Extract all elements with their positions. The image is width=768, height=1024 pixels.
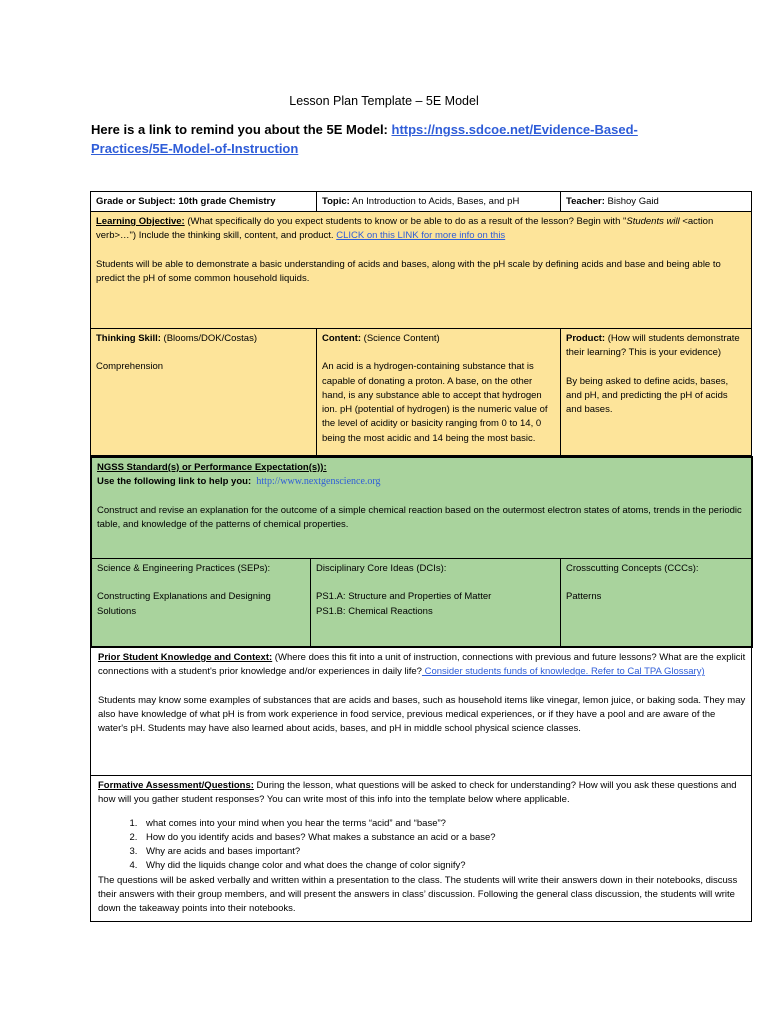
product-cell	[560, 328, 752, 456]
thinking-skill-value: Comprehension	[96, 361, 164, 373]
content-label: Content:	[322, 333, 362, 344]
lesson-plan-table	[90, 191, 752, 922]
cccs-cell	[561, 559, 751, 646]
formative-question: 3. Why are acids and bases important?	[140, 845, 746, 859]
formative-question-list	[98, 817, 746, 874]
content-cell	[316, 328, 561, 456]
formative-assessment-cell	[90, 775, 752, 922]
intro-text: Here is a link to remind you about the 5E Model:	[91, 122, 392, 137]
nextgenscience-link[interactable]: http://www.nextgenscience.org	[256, 476, 381, 488]
intro-line	[91, 120, 711, 158]
seps-label: Science & Engineering Practices (SEPs):	[97, 563, 271, 574]
formative-closing: The questions will be asked verbally and written within a presentation to the class. The students will write their answers down in their notebooks, discuss their answers with their group members, and will present the answers in class’ discussion. Following the general class discussion, the students will write down the takeaway points into their notebooks.	[98, 874, 738, 915]
seps-value: Constructing Explanations and Designing Solutions	[97, 591, 271, 617]
more-info-link[interactable]: CLICK on this LINK for more info on this	[336, 230, 506, 242]
content-value: An acid is a hydrogen-containing substance that is capable of donating a proton. A base, on the other hand, is any substance able to accept that hydrogen ion. pH (potential of hydrogen) is the numeric value of the level of acidity or basicity ranging from 0 to 14, 0 being the most acidic and 14 being the most basic.	[322, 361, 548, 444]
seps-cell	[92, 559, 311, 646]
teacher-label: Teacher:	[566, 196, 605, 207]
ngss-block	[90, 456, 753, 648]
ngss-standard-cell	[92, 458, 751, 559]
thinking-skill-label: Thinking Skill:	[96, 333, 161, 344]
thinking-skill-cell	[90, 328, 317, 456]
page-title: Lesson Plan Template – 5E Model	[289, 94, 479, 108]
prior-knowledge-heading: Prior Student Knowledge and Context:	[98, 652, 273, 663]
formative-question: 4. Why did the liquids change color and what does the change of color signify?	[140, 859, 746, 873]
ngss-heading: NGSS Standard(s) or Performance Expectation(s)):	[97, 462, 327, 473]
dcis-line2: PS1.B: Chemical Reactions	[316, 605, 433, 617]
topic-value: An Introduction to Acids, Bases, and pH	[349, 196, 520, 207]
dcis-cell	[311, 559, 561, 646]
ngss-help-label: Use the following link to help you:	[97, 476, 252, 488]
product-hint: (How will students demonstrate their learning? This is your evidence)	[566, 333, 740, 359]
learning-objective-prompt	[96, 215, 746, 244]
dcis-label: Disciplinary Core Ideas (DCIs):	[316, 563, 447, 574]
cccs-value: Patterns	[566, 591, 602, 603]
cccs-label: Crosscutting Concepts (CCCs):	[566, 563, 699, 574]
formative-question: 2. How do you identify acids and bases? What makes a substance an acid or a base?	[140, 831, 746, 845]
prior-knowledge-cell	[90, 647, 752, 776]
learning-objective-prompt-text: (What specifically do you expect students to know or be able to do as a result of the lesson? Begin with "	[184, 216, 627, 227]
formative-heading: Formative Assessment/Questions:	[98, 780, 254, 791]
learning-objective-heading: Learning Objective:	[96, 216, 185, 227]
formative-prompt: During the lesson, what questions will be asked to check for understanding? How will you ask these questions and how will you gather student responses? You can write most of this info into the template below where applicable.	[98, 780, 737, 806]
learning-objective-answer: Students will be able to demonstrate a basic understanding of acids and bases, along with the pH scale by defining acids and base and being able to predict the pH of some common household liquids.	[96, 258, 721, 284]
learning-objective-italic: Students will	[626, 216, 680, 227]
funds-of-knowledge-link[interactable]: Consider students funds of knowledge. Refer to Cal TPA Glossary)	[421, 666, 705, 678]
thinking-skill-hint: (Blooms/DOK/Costas)	[160, 333, 257, 344]
teacher-cell	[560, 191, 752, 212]
ngss-text: Construct and revise an explanation for the outcome of a simple chemical reaction based on the outermost electron states of atoms, trends in the periodic table, and knowledge of the patterns of chemical properties.	[97, 504, 742, 530]
learning-objective-prompt-text-2: <action verb>…") Include the thinking skill, content, and product.	[96, 216, 714, 242]
learning-objective-cell	[90, 211, 752, 329]
product-value: By being asked to define acids, bases, and pH, and predicting the pH of acids and bases.	[566, 375, 729, 416]
prior-knowledge-prompt: (Where does this fit into a unit of instruction, connections with previous and future lessons? What are the explicit connections with a student's prior knowledge and/or experiences in daily life?	[98, 652, 746, 678]
teacher-value: Bishoy Gaid	[604, 196, 659, 207]
product-label: Product:	[566, 333, 606, 344]
topic-cell	[316, 191, 561, 212]
topic-label: Topic:	[322, 196, 350, 207]
prior-knowledge-answer: Students may know some examples of substances that are acids and bases, such as household items like vinegar, lemon juice, or baking soda. They may also have knowledge of what pH is from work experience in food service, previous medical experiences, or if they have a pool and are aware of the water's pH. Students may have also learned about acids, bases, and pH in middle school physical science classes.	[98, 694, 746, 735]
grade-cell	[90, 191, 317, 212]
content-hint: (Science Content)	[361, 333, 440, 344]
grade-value: 10th grade Chemistry	[175, 196, 276, 207]
5e-model-link[interactable]: https://ngss.sdcoe.net/Evidence-Based-Practices/5E-Model-of-Instruction	[91, 122, 638, 156]
grade-label: Grade or Subject:	[96, 196, 176, 207]
dcis-line1: PS1.A: Structure and Properties of Matter	[316, 591, 492, 603]
formative-question: 1. what comes into your mind when you hear the terms “acid” and “base”?	[140, 817, 746, 831]
